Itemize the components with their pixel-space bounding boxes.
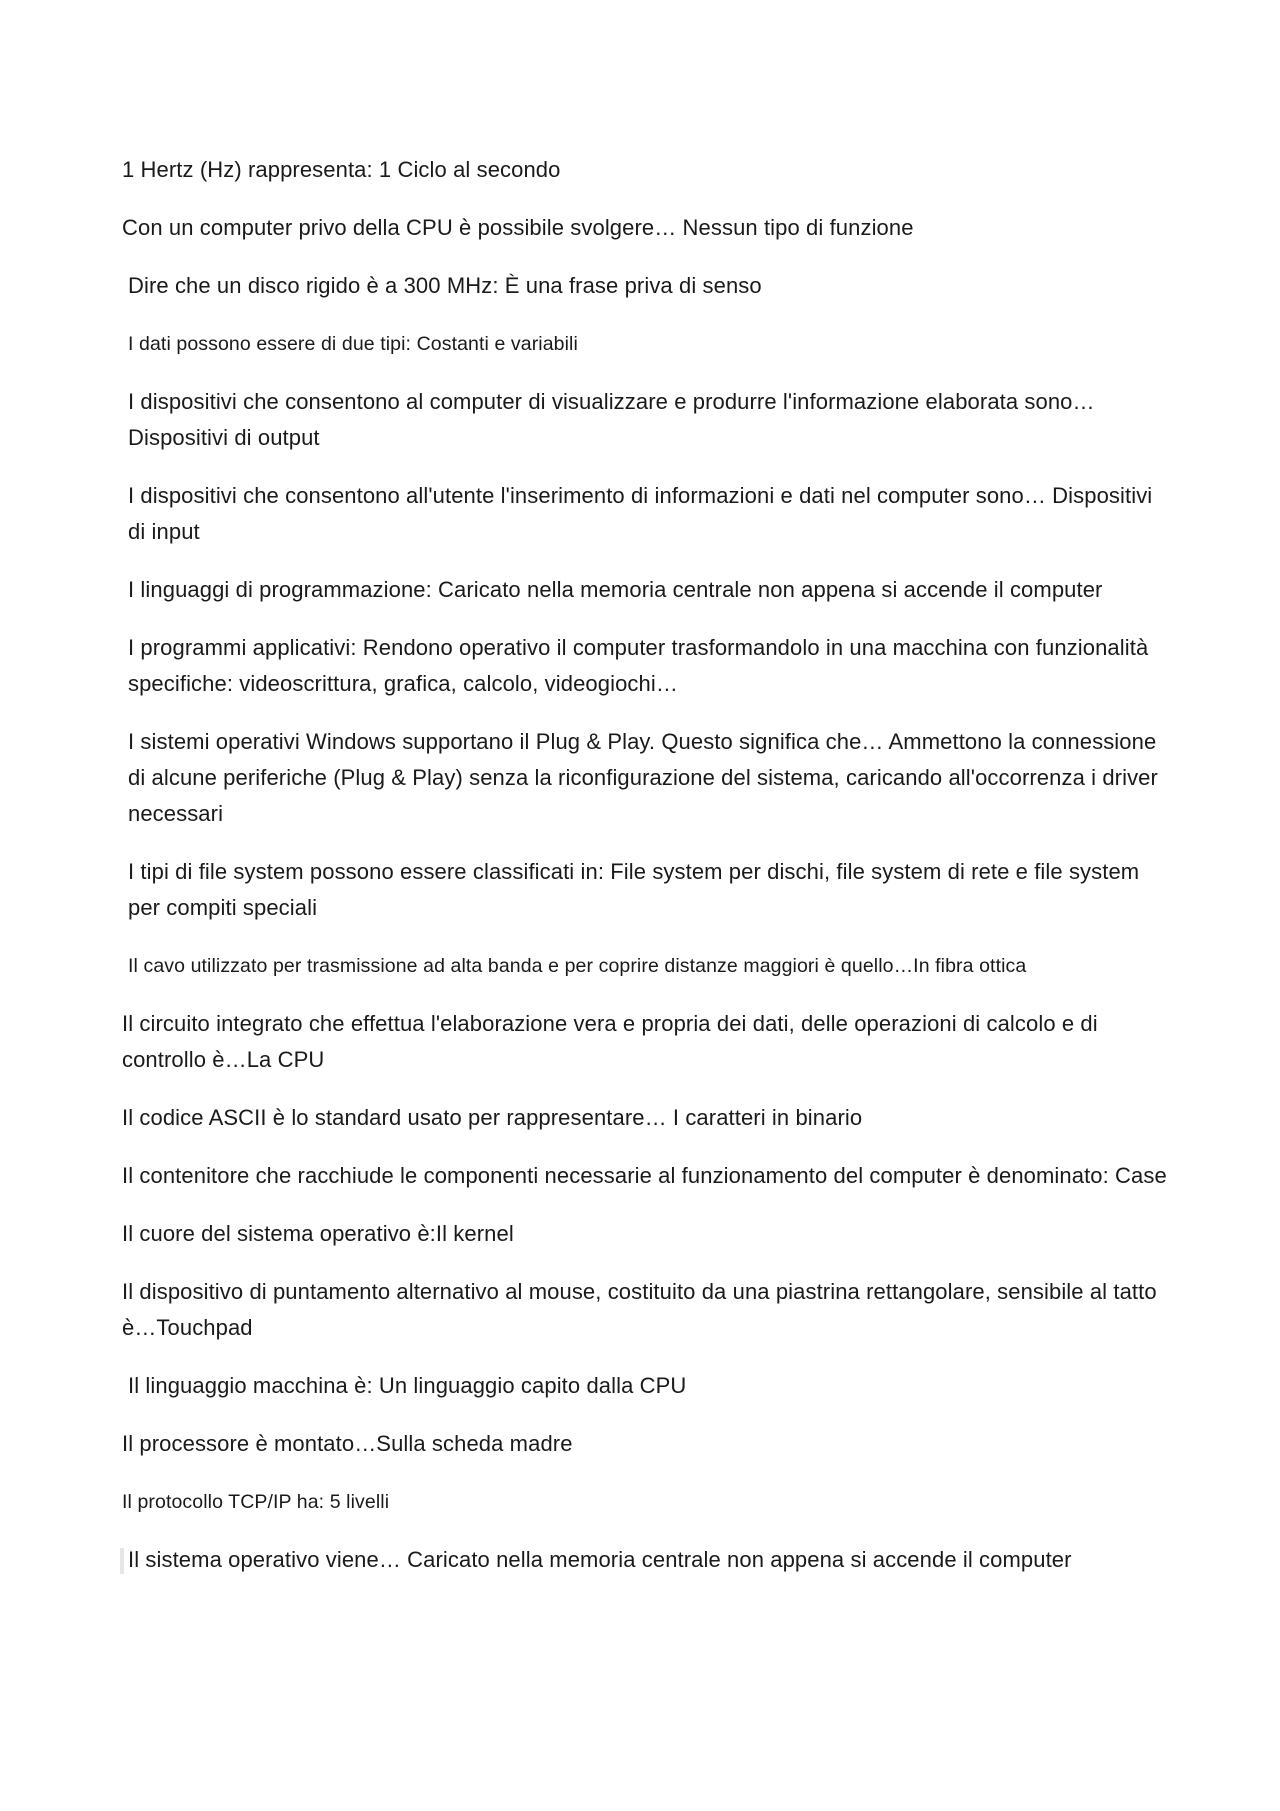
paragraph-2: Con un computer privo della CPU è possibile svolgere… Nessun tipo di funzione [122, 215, 914, 240]
paragraph-16: Il dispositivo di puntamento alternativo al mouse, costituito da una piastrina rettangolare, sensibile al tatto è…Touchpad [122, 1279, 1157, 1340]
paragraph-15: Il cuore del sistema operativo è:Il kernel [122, 1221, 514, 1246]
paragraph-5: I dispositivi che consentono al computer di visualizzare e produrre l'informazione elaborata sono… Dispositivi di output [128, 389, 1095, 450]
paragraph-3: Dire che un disco rigido è a 300 MHz: È una frase priva di senso [128, 273, 762, 298]
paragraph-10: I tipi di file system possono essere classificati in: File system per dischi, file system di rete e file system per compiti speciali [128, 859, 1140, 920]
paragraph-17: Il linguaggio macchina è: Un linguaggio capito dalla CPU [128, 1373, 687, 1398]
paragraph-11: Il cavo utilizzato per trasmissione ad alta banda e per coprire distanze maggiori è quello…In fibra ottica [128, 955, 1027, 977]
paragraph-8: I programmi applicativi: Rendono operativo il computer trasformandolo in una macchina con funzionalità specifiche: videoscrittura, grafica, calcolo, videogiochi… [128, 635, 1149, 696]
paragraph-19: Il protocollo TCP/IP ha: 5 livelli [122, 1491, 390, 1513]
paragraph-4: I dati possono essere di due tipi: Costanti e variabili [128, 333, 578, 355]
paragraph-1: 1 Hertz (Hz) rappresenta: 1 Ciclo al secondo [122, 157, 561, 182]
paragraph-14: Il contenitore che racchiude le componenti necessarie al funzionamento del computer è denominato: Case [122, 1163, 1167, 1188]
paragraph-6: I dispositivi che consentono all'utente l'inserimento di informazioni e dati nel computer sono… Dispositivi di input [128, 483, 1153, 544]
paragraph-18: Il processore è montato…Sulla scheda madre [122, 1431, 573, 1456]
paragraph-20: Il sistema operativo viene… Caricato nella memoria centrale non appena si accende il computer [128, 1547, 1072, 1572]
document-body [122, 152, 1172, 1600]
paragraph-13: Il codice ASCII è lo standard usato per rappresentare… I caratteri in binario [122, 1105, 863, 1130]
paragraph-12: Il circuito integrato che effettua l'elaborazione vera e propria dei dati, delle operazioni di calcolo e di controllo è…La CPU [122, 1011, 1098, 1072]
text-cursor-highlight [120, 1548, 124, 1574]
paragraph-7: I linguaggi di programmazione: Caricato nella memoria centrale non appena si accende il computer [128, 577, 1103, 602]
paragraph-20-container[interactable] [122, 1542, 1172, 1578]
paragraph-9: I sistemi operativi Windows supportano il Plug & Play. Questo significa che… Ammettono la connessione di alcune periferiche (Plug & Play) senza la riconfigurazione del sistema, caricando all'occorrenza i driver necessari [128, 729, 1158, 826]
